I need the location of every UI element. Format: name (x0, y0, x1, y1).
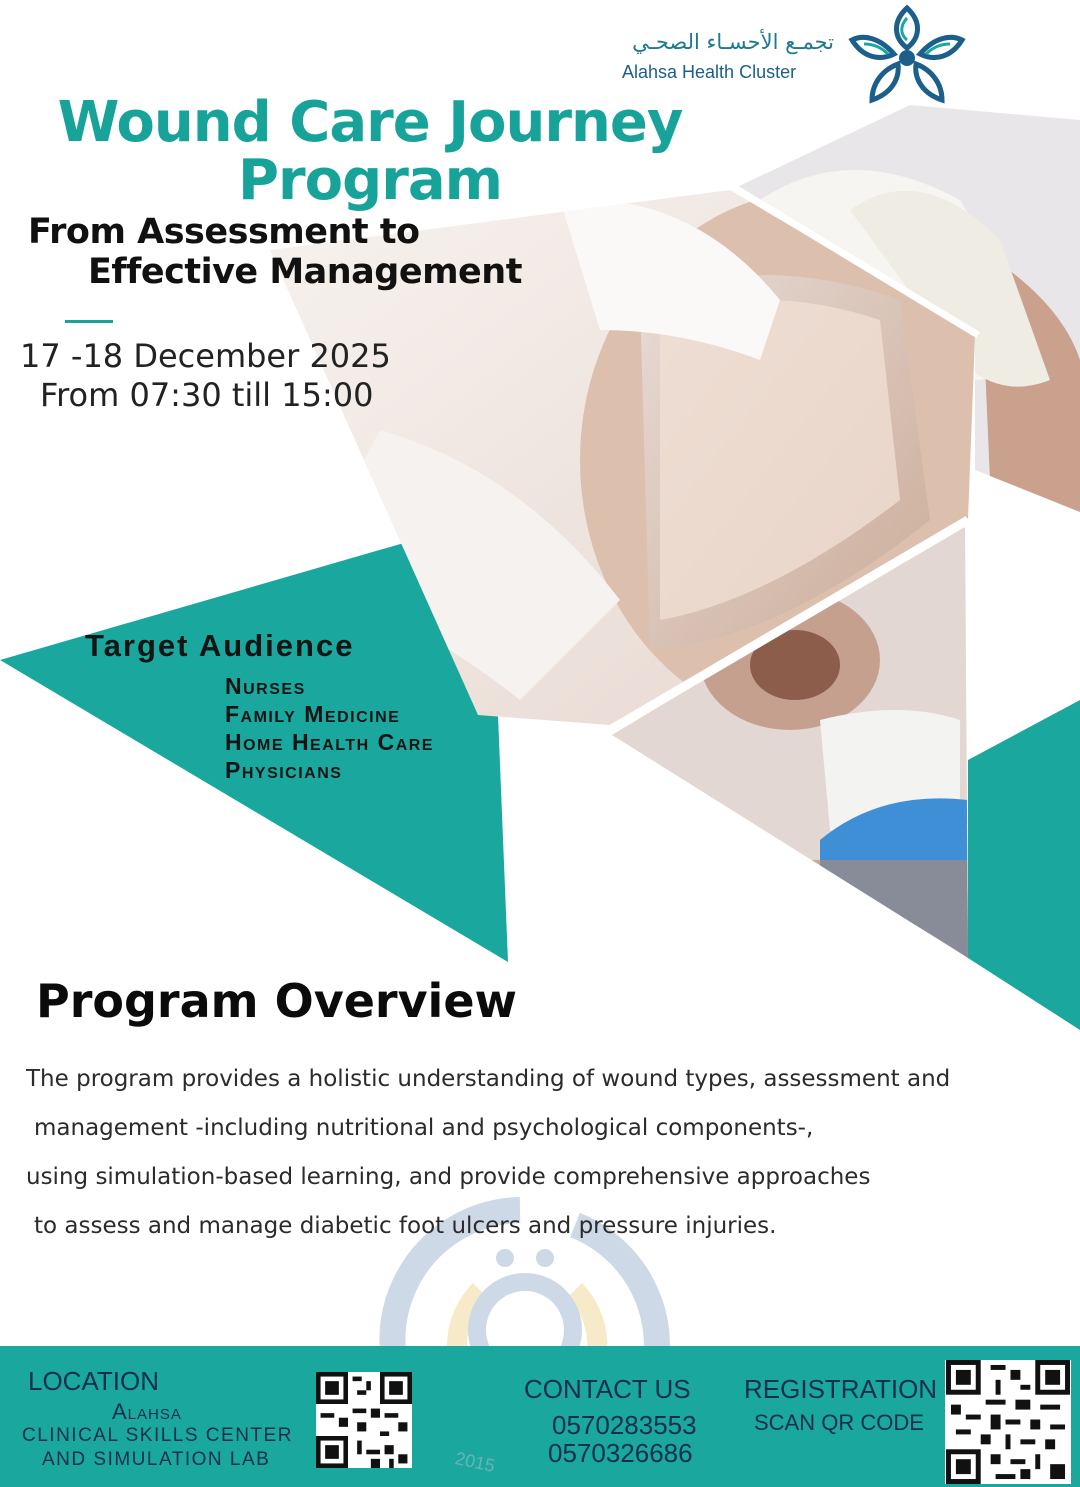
overview-text-line: management -including nutritional and psychological components-, (34, 1115, 814, 1141)
title-line-2: Program (238, 148, 502, 213)
audience-item: Home Health Care (225, 729, 434, 755)
registration-label: REGISTRATION (744, 1374, 938, 1404)
location-city: Alahsa (112, 1399, 182, 1424)
contact-label: CONTACT US (524, 1374, 691, 1404)
audience-item: Physicians (225, 757, 343, 783)
location-venue-line-2: AND SIMULATION LAB (42, 1449, 271, 1470)
overview-text-line: to assess and manage diabetic foot ulcers and pressure injuries. (34, 1213, 777, 1239)
subtitle-line-2: Effective Management (88, 252, 522, 292)
registration-sub: SCAN QR CODE (754, 1410, 924, 1435)
overview-text-line: using simulation-based learning, and provide comprehensive approaches (26, 1164, 871, 1190)
audience-item: Nurses (225, 673, 306, 699)
target-audience-title: Target Audience (85, 628, 355, 663)
watermark-year: 2015 (453, 1448, 497, 1476)
program-title (0, 90, 740, 213)
event-date: 17 -18 December 2025 (20, 337, 391, 375)
alahsa-cluster-logo-icon (842, 0, 972, 110)
location-venue-line-1: CLINICAL SKILLS CENTER (22, 1425, 293, 1446)
location-qr-code-icon[interactable] (316, 1372, 412, 1468)
overview-text-line: The program provides a holistic understanding of wound types, assessment and (26, 1066, 951, 1092)
event-time: From 07:30 till 15:00 (40, 376, 374, 414)
overview-title: Program Overview (36, 974, 518, 1028)
title-line-1: Wound Care Journey (57, 90, 683, 155)
contact-phone-1[interactable]: 0570283553 (552, 1410, 697, 1440)
logo-arabic-text: تجمـع الأحسـاء الصحـي (632, 30, 834, 54)
accent-divider (65, 320, 113, 323)
registration-qr-code-icon[interactable] (945, 1360, 1071, 1484)
audience-item: Family Medicine (225, 701, 401, 727)
contact-phone-2[interactable]: 0570326686 (548, 1438, 693, 1468)
logo-english-text: Alahsa Health Cluster (622, 62, 797, 82)
subtitle-line-1: From Assessment to (28, 212, 420, 252)
teal-triangle-right (968, 700, 1080, 1030)
location-label: LOCATION (28, 1366, 159, 1396)
